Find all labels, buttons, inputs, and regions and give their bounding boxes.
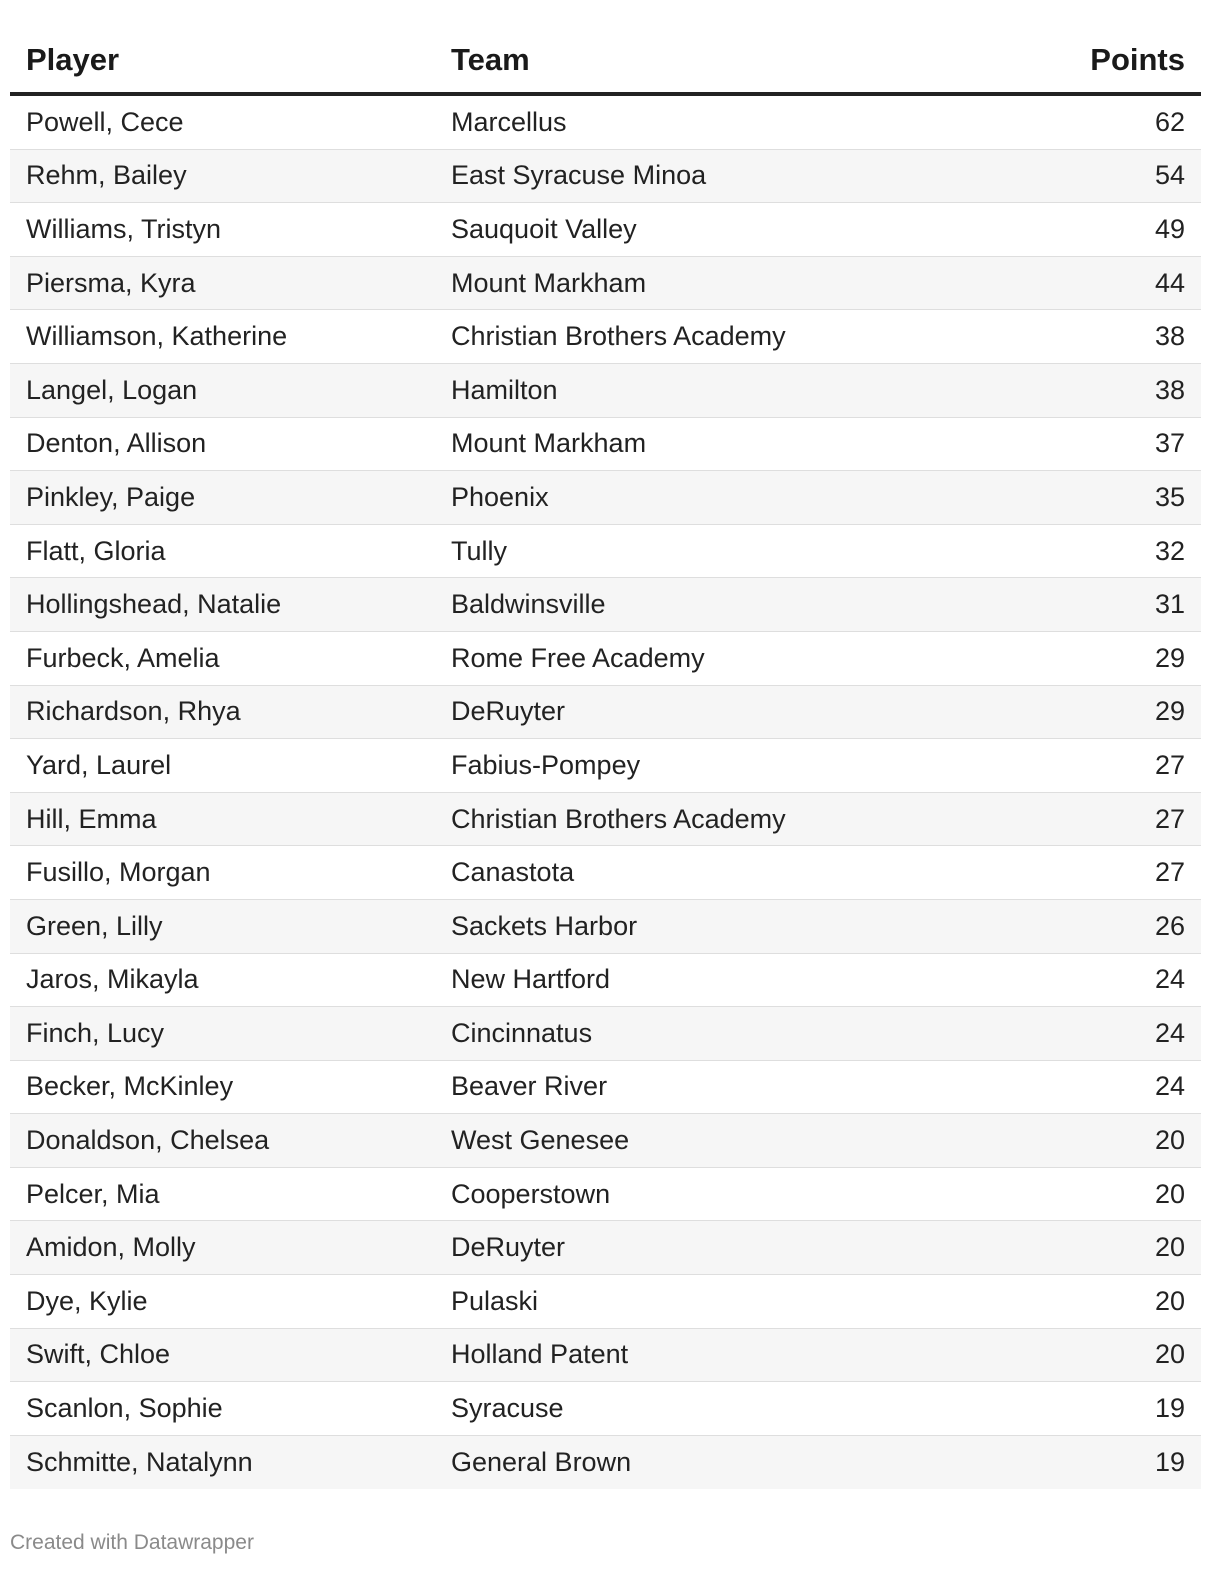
team-cell: Marcellus [451, 106, 567, 137]
points-cell: 37 [1154, 428, 1185, 459]
table-row [10, 310, 1201, 364]
points-cell: 20 [1154, 1178, 1185, 1209]
points-cell: 20 [1154, 1232, 1185, 1263]
team-cell: Hamilton [451, 374, 558, 405]
team-cell: Holland Patent [451, 1339, 629, 1370]
player-cell: Pinkley, Paige [26, 481, 196, 512]
table-row [10, 632, 1201, 686]
table-row [10, 1436, 1201, 1490]
team-cell: Cooperstown [451, 1178, 611, 1209]
team-cell: Mount Markham [451, 428, 647, 459]
player-cell: Rehm, Bailey [26, 160, 187, 191]
table-row [10, 364, 1201, 418]
table-row [10, 954, 1201, 1008]
points-cell: 38 [1154, 374, 1185, 405]
table-row [10, 96, 1201, 150]
team-cell: Rome Free Academy [451, 642, 705, 673]
team-cell: DeRuyter [451, 696, 566, 727]
table-row [10, 525, 1201, 579]
points-cell: 29 [1154, 642, 1185, 673]
team-cell: Christian Brothers Academy [451, 803, 786, 834]
player-cell: Dye, Kylie [26, 1285, 148, 1316]
team-cell: Syracuse [451, 1393, 564, 1424]
points-cell: 19 [1154, 1447, 1185, 1478]
player-cell: Langel, Logan [26, 374, 198, 405]
points-cell: 24 [1154, 1071, 1185, 1102]
table-row [10, 846, 1201, 900]
player-cell: Yard, Laurel [26, 749, 172, 780]
player-cell: Schmitte, Natalynn [26, 1447, 253, 1478]
team-cell: Sackets Harbor [451, 910, 638, 941]
player-cell: Amidon, Molly [26, 1232, 196, 1263]
points-cell: 24 [1154, 1017, 1185, 1048]
points-cell: 20 [1154, 1285, 1185, 1316]
player-cell: Furbeck, Amelia [26, 642, 220, 673]
table-row [10, 1007, 1201, 1061]
column-header-points[interactable]: Points [1090, 42, 1185, 77]
table-row [10, 739, 1201, 793]
table-row [10, 900, 1201, 954]
table-row [10, 471, 1201, 525]
team-cell: Canastota [451, 857, 575, 888]
player-cell: Becker, McKinley [26, 1071, 234, 1102]
player-cell: Fusillo, Morgan [26, 857, 211, 888]
player-cell: Williamson, Katherine [26, 321, 288, 352]
table-header [10, 28, 1201, 96]
player-cell: Donaldson, Chelsea [26, 1125, 270, 1156]
points-cell: 44 [1154, 267, 1185, 298]
player-cell: Jaros, Mikayla [26, 964, 199, 995]
table-row [10, 150, 1201, 204]
points-cell: 29 [1154, 696, 1185, 727]
player-cell: Pelcer, Mia [26, 1178, 160, 1209]
table-row [10, 1275, 1201, 1329]
team-cell: New Hartford [451, 964, 611, 995]
points-cell: 24 [1154, 964, 1185, 995]
points-cell: 35 [1154, 481, 1185, 512]
player-cell: Richardson, Rhya [26, 696, 241, 727]
points-cell: 54 [1154, 160, 1185, 191]
points-cell: 19 [1154, 1393, 1185, 1424]
points-cell: 27 [1154, 749, 1185, 780]
points-cell: 20 [1154, 1339, 1185, 1370]
points-cell: 62 [1154, 106, 1185, 137]
team-cell: Sauquoit Valley [451, 213, 637, 244]
table-row [10, 1221, 1201, 1275]
points-cell: 49 [1154, 213, 1185, 244]
points-cell: 31 [1154, 589, 1185, 620]
table-row [10, 1061, 1201, 1115]
player-cell: Powell, Cece [26, 106, 184, 137]
player-cell: Denton, Allison [26, 428, 207, 459]
column-header-team[interactable]: Team [451, 42, 530, 77]
table-row [10, 686, 1201, 740]
team-cell: Christian Brothers Academy [451, 321, 786, 352]
team-cell: Tully [451, 535, 508, 566]
team-cell: Cincinnatus [451, 1017, 593, 1048]
team-cell: Phoenix [451, 481, 549, 512]
player-cell: Flatt, Gloria [26, 535, 166, 566]
table-row [10, 1168, 1201, 1222]
player-cell: Scanlon, Sophie [26, 1393, 223, 1424]
player-cell: Piersma, Kyra [26, 267, 196, 298]
player-cell: Williams, Tristyn [26, 213, 221, 244]
player-cell: Swift, Chloe [26, 1339, 171, 1370]
player-cell: Hill, Emma [26, 803, 157, 834]
table-row [10, 1382, 1201, 1436]
team-cell: DeRuyter [451, 1232, 566, 1263]
table-row [10, 793, 1201, 847]
points-cell: 27 [1154, 857, 1185, 888]
team-cell: East Syracuse Minoa [451, 160, 707, 191]
data-table [10, 28, 1201, 1489]
team-cell: Fabius-Pompey [451, 749, 641, 780]
team-cell: Beaver River [451, 1071, 608, 1102]
table-row [10, 1329, 1201, 1383]
player-cell: Finch, Lucy [26, 1017, 165, 1048]
points-cell: 20 [1154, 1125, 1185, 1156]
table-row [10, 1114, 1201, 1168]
player-cell: Green, Lilly [26, 910, 163, 941]
points-cell: 38 [1154, 321, 1185, 352]
table-row [10, 257, 1201, 311]
player-cell: Hollingshead, Natalie [26, 589, 282, 620]
points-cell: 27 [1154, 803, 1185, 834]
points-cell: 26 [1154, 910, 1185, 941]
footer-credit: Created with Datawrapper [10, 1531, 254, 1554]
team-cell: Mount Markham [451, 267, 647, 298]
points-cell: 32 [1154, 535, 1185, 566]
table-row [10, 418, 1201, 472]
team-cell: Baldwinsville [451, 589, 606, 620]
table-row [10, 578, 1201, 632]
team-cell: West Genesee [451, 1125, 630, 1156]
team-cell: General Brown [451, 1447, 632, 1478]
team-cell: Pulaski [451, 1285, 539, 1316]
table-body [10, 96, 1201, 1489]
table-row [10, 203, 1201, 257]
column-header-player[interactable]: Player [26, 42, 120, 77]
